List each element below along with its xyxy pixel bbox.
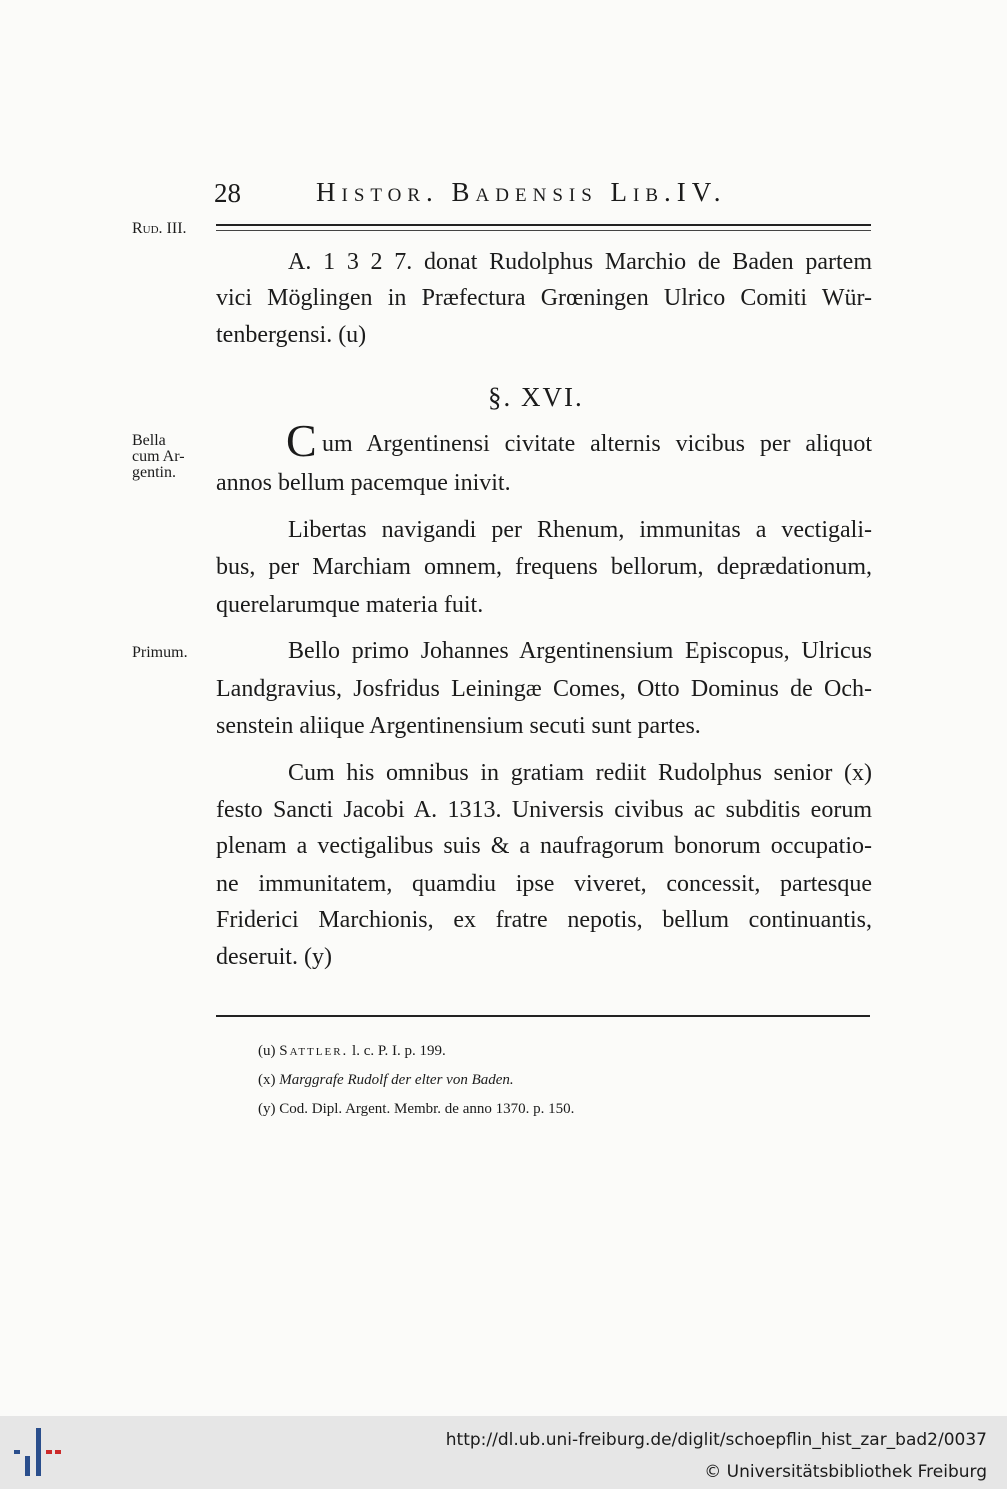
text-line: Libertas navigandi per Rhenum, immunitas a vectigali- xyxy=(288,517,872,543)
footnote-mark: (x) xyxy=(258,1072,276,1088)
page-number: 28 xyxy=(214,178,241,208)
text-line: festo Sancti Jacobi A. 1313. Universis civibus ac subditis eorum xyxy=(216,797,872,823)
margin-note-line: Bella xyxy=(132,432,166,449)
drop-cap: C xyxy=(286,415,317,466)
ub-freiburg-logo-icon[interactable] xyxy=(12,1426,62,1478)
text-line: um Argentinensi civitate alternis vicibus per aliquot xyxy=(322,431,872,457)
text-line: A. 1 3 2 7. donat Rudolphus Marchio de Baden partem xyxy=(288,249,872,275)
footnote-x xyxy=(258,1072,514,1089)
footnote-mark: (u) xyxy=(258,1043,276,1059)
footnote-author: Sattler. xyxy=(279,1043,349,1059)
copyright-notice: © Universitätsbibliothek Freiburg xyxy=(704,1462,987,1482)
section-heading: §. XVI. xyxy=(488,382,584,412)
text-line: deseruit. (y) xyxy=(216,944,332,970)
footnote-text: Marggrafe Rudolf der elter von Baden. xyxy=(279,1072,514,1088)
text-line: querelarumque materia fuit. xyxy=(216,592,484,618)
running-title: Histor. Badensis Lib.IV. xyxy=(316,177,727,207)
text-line: plenam a vectigalibus suis & a naufragorum bonorum occupatio- xyxy=(216,833,872,859)
text-line: senstein aliique Argentinensium secuti sunt partes. xyxy=(216,713,701,739)
header-rule xyxy=(216,224,871,226)
margin-note-primum: Primum. xyxy=(132,644,188,661)
footnote-text: l. c. P. I. p. 199. xyxy=(352,1043,446,1059)
text-line: tenbergensi. (u) xyxy=(216,322,367,348)
footnote-mark: (y) xyxy=(258,1101,276,1117)
text-line: Friderici Marchionis, ex fratre nepotis, bellum continuantis, xyxy=(216,907,872,933)
footnote-u xyxy=(258,1043,446,1060)
text-line: annos bellum pacemque inivit. xyxy=(216,470,511,496)
library-footer xyxy=(0,1416,1007,1489)
header-rule-thin xyxy=(216,230,871,231)
text-line: ne immunitatem, quamdiu ipse viveret, concessit, partesque xyxy=(216,871,872,897)
footnote-y xyxy=(258,1101,574,1118)
text-line: bus, per Marchiam omnem, frequens bellorum, deprædationum, xyxy=(216,554,872,580)
margin-note-line: gentin. xyxy=(132,464,176,481)
footnote-rule xyxy=(216,1015,870,1017)
text-line: Cum his omnibus in gratiam rediit Rudolphus senior (x) xyxy=(288,760,872,786)
text-line: vici Möglingen in Præfectura Grœningen Ulrico Comiti Wür- xyxy=(216,285,872,311)
margin-note-line: cum Ar- xyxy=(132,448,185,465)
text-line: Landgravius, Josfridus Leiningæ Comes, Otto Dominus de Och- xyxy=(216,676,872,702)
source-url-link[interactable]: http://dl.ub.uni-freiburg.de/diglit/schoepflin_hist_zar_bad2/0037 xyxy=(445,1430,987,1450)
text-line: Bello primo Johannes Argentinensium Episcopus, Ulricus xyxy=(288,638,872,664)
footnote-text: Cod. Dipl. Argent. Membr. de anno 1370. p. 150. xyxy=(279,1101,575,1117)
margin-note-bella xyxy=(132,433,185,481)
margin-running-label: Rud. III. xyxy=(132,220,187,237)
